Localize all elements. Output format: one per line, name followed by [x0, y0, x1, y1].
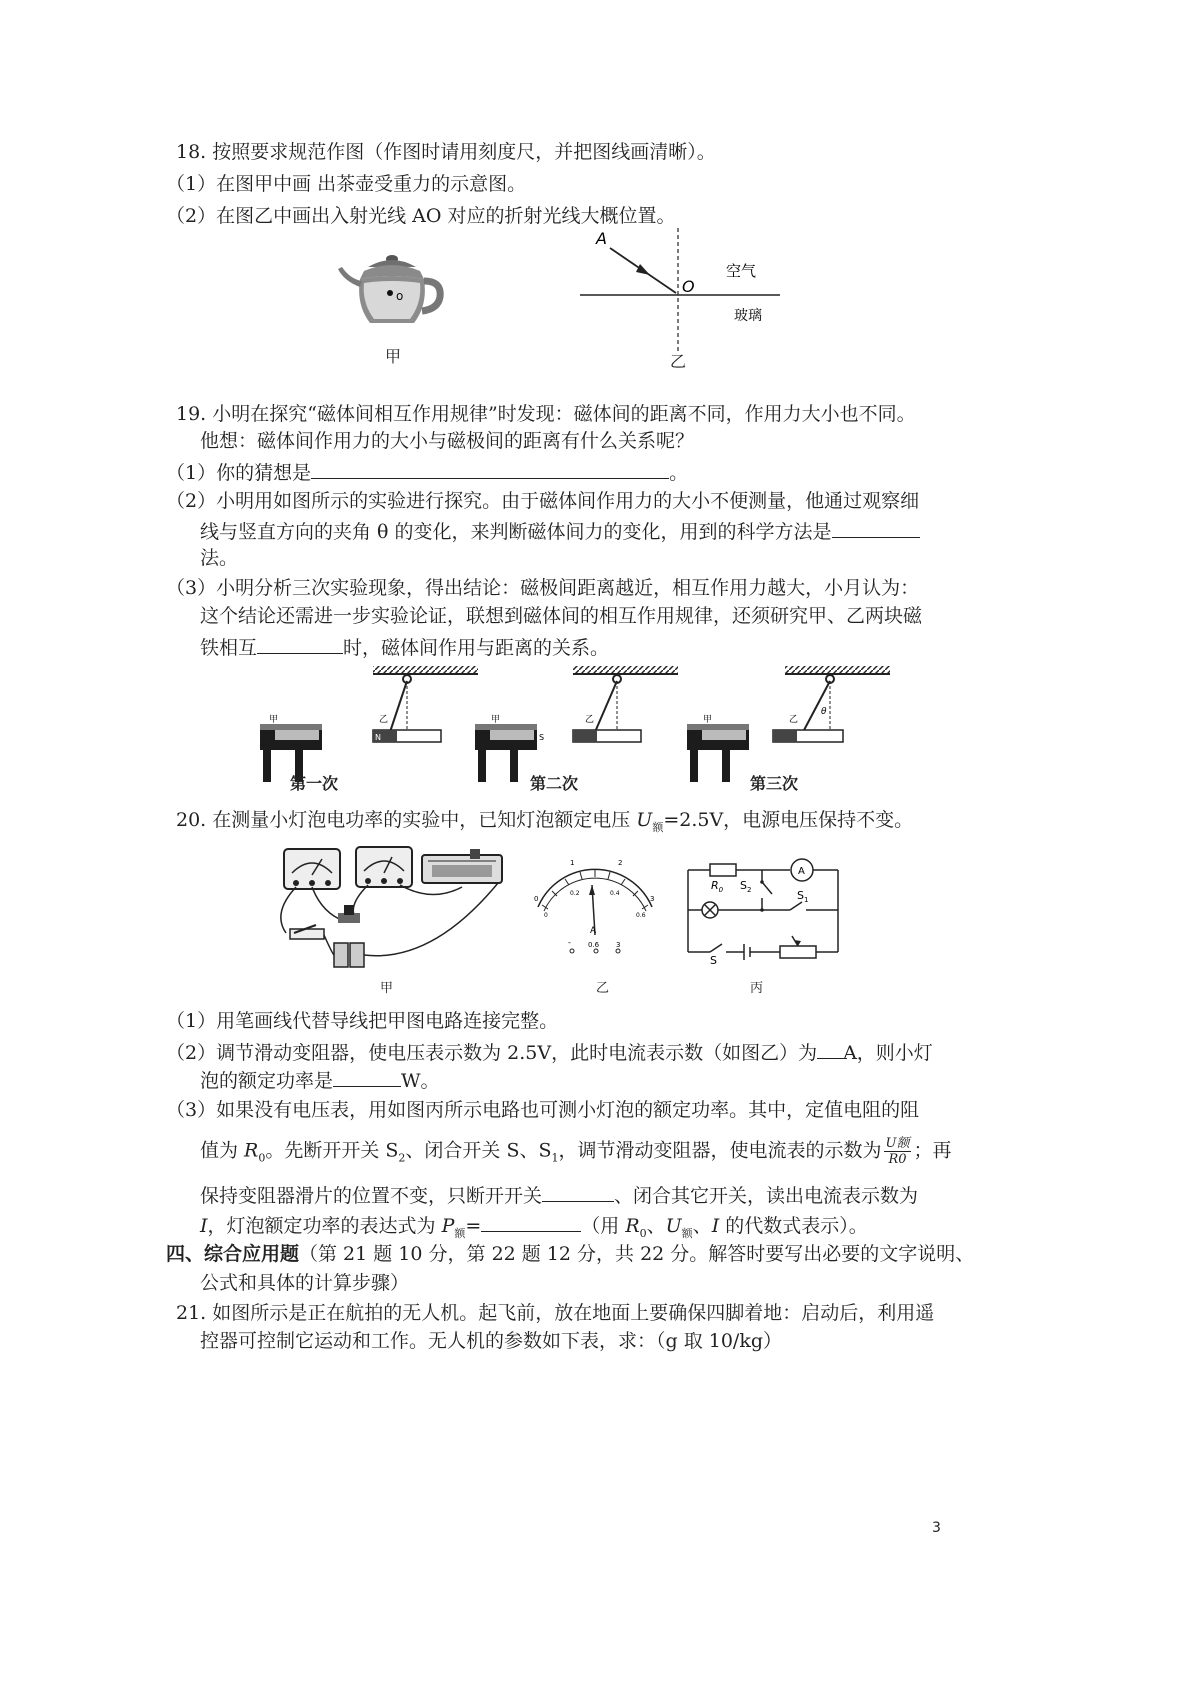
q20-part3-line3 [200, 1181, 918, 1209]
q20-frac-den: R0 [888, 1152, 907, 1167]
q20-power-blank[interactable] [333, 1066, 401, 1087]
q20-switch-blank[interactable] [542, 1181, 614, 1202]
q20-p4-u: U [665, 1215, 682, 1237]
point-o-label: O [682, 277, 695, 296]
ammeter-unit-a: A [590, 926, 597, 936]
q20-p3-s2sub: 2 [398, 1151, 406, 1165]
q20-p4-i: I [200, 1215, 208, 1237]
trial-2-yi: 乙 [585, 715, 595, 725]
q20-part2-line2 [200, 1066, 440, 1094]
circuit-r0-main: R [711, 879, 719, 892]
glass-label: 玻璃 [734, 308, 762, 324]
caption-trial-2: 第二次 [530, 774, 579, 793]
q20-p3-b: 。先断开开关 S [265, 1139, 399, 1162]
q18-part2: （2）在图乙中画出入射光线 AO 对应的折射光线大概位置。 [166, 205, 676, 227]
trial-3-theta: θ [821, 707, 827, 717]
trial-3-jia: 甲 [703, 715, 713, 725]
circuit-s: S [710, 954, 717, 964]
trial-3-yi: 乙 [789, 715, 799, 725]
fig-yi-caption: 乙 [670, 352, 687, 371]
q19-part3-prefix: 铁相互 [200, 637, 258, 659]
trial-3-figure [687, 666, 890, 782]
q20-p3-rsub: 0 [258, 1151, 266, 1165]
q20-p3-line3-text: 保持变阻器滑片的位置不变，只断开开关 [200, 1185, 543, 1207]
q19-part1-suffix: 。 [669, 462, 689, 484]
page-number: 3 [932, 1520, 941, 1536]
q19-part3-line2: 这个结论还需进一步实验论证，联想到磁体间的相互作用规律，还须研究甲、乙两块磁 [200, 605, 923, 627]
q19-part3-line1: （3）小明分析三次实验现象，得出结论：磁极间距离越近，相互作用力越大，小月认为： [166, 577, 920, 599]
q19-part2-line2 [200, 517, 920, 545]
q20-p3-e: ；再 [913, 1139, 952, 1162]
point-a-label: A [596, 229, 607, 248]
q19-interaction-blank[interactable] [257, 633, 343, 654]
section4-desc-line2: 公式和具体的计算步骤） [200, 1272, 410, 1294]
q20-stem-prefix: 20. 在测量小灯泡电功率的实验中，已知灯泡额定电压 [176, 809, 637, 831]
circuit-s1 [797, 889, 808, 904]
q20-stem-suffix: =2.5V，电源电压保持不变。 [663, 809, 914, 831]
trial-1-yi: 乙 [379, 715, 389, 725]
q20-p3-s1sub: 1 [551, 1151, 559, 1165]
ammeter-scale-04: 0.4 [610, 890, 620, 897]
fig-jia-caption: 甲 [385, 347, 402, 366]
q20-p4-p: P [441, 1215, 455, 1237]
circuit-s1-sub: 1 [803, 896, 809, 904]
q20-p3-r: R [244, 1139, 259, 1162]
q21-line1: 21. 如图所示是正在航拍的无人机。起飞前，放在地面上要确保四脚着地：启动后，利用遥 [176, 1302, 935, 1324]
q19-part1-text: （1）你的猜想是 [166, 462, 312, 484]
teapot-point-label: o [396, 289, 404, 303]
trial-1-jia: 甲 [269, 715, 279, 725]
q19-part3-line3 [200, 633, 609, 661]
q19-part1 [166, 458, 688, 486]
q20-p4-e: 、 [692, 1215, 712, 1237]
q20-p3-d: ，调节滑动变阻器，使电流表的示数为 [558, 1139, 882, 1162]
q20-p4-i2: I [711, 1215, 720, 1237]
q20-part2-line1 [166, 1038, 933, 1066]
q18-part1: （1）在图甲中画 出茶壶受重力的示意图。 [166, 173, 527, 195]
circuit-r0 [711, 879, 724, 894]
ammeter-terminal-3: 3 [616, 941, 621, 949]
q20-expression-blank[interactable] [481, 1211, 581, 1232]
trial-2-figure [475, 666, 678, 782]
circuit-s1-main: S [797, 889, 804, 902]
circuit-s2-main: S [740, 879, 747, 892]
q20-part2-text: （2）调节滑动变阻器，使电压表示数为 2.5V，此时电流表示数（如图乙）为 [166, 1042, 818, 1064]
ammeter-scale-06: 0.6 [636, 912, 646, 919]
ammeter-top-3: 3 [650, 895, 655, 903]
q20-part2-line2-suffix: W。 [401, 1070, 440, 1092]
q19-guess-blank[interactable] [311, 458, 669, 479]
fig20-jia-caption: 甲 [380, 981, 394, 996]
caption-trial-3: 第三次 [750, 774, 799, 793]
q20-p4-a: ，灯泡额定功率的表达式为 [207, 1215, 442, 1237]
circuit-r0-sub: 0 [718, 886, 724, 894]
trial-1-figure [260, 666, 478, 782]
q20-p4-usub: 额 [681, 1226, 693, 1240]
section4-header [166, 1241, 974, 1267]
q19-stem-line2: 他想：磁体间作用力的大小与磁极间的距离有什么关系呢？ [200, 430, 695, 452]
q20-part3-line2 [200, 1136, 952, 1171]
circuit-apparatus-figure [262, 843, 512, 973]
q20-p4-rsub: 0 [639, 1226, 647, 1240]
teapot-figure [330, 245, 450, 335]
q20-p4-b: = [465, 1215, 482, 1237]
q20-frac-num: U额 [885, 1136, 910, 1151]
ammeter-dial-figure [530, 855, 660, 960]
trial-2-jia: 甲 [491, 715, 501, 725]
caption-trial-1: 第一次 [290, 774, 339, 793]
q20-stem [176, 807, 913, 841]
fig20-yi-caption: 乙 [596, 981, 610, 996]
circuit-s2 [740, 879, 751, 894]
q20-p4-f: 的代数式表示）。 [719, 1215, 868, 1237]
q20-stem-u: U [636, 809, 653, 831]
q20-p4-r: R [625, 1215, 640, 1237]
ammeter-top-0: 0 [534, 895, 539, 903]
q19-method-blank[interactable] [832, 517, 920, 538]
q20-fraction [884, 1136, 912, 1167]
ammeter-terminal-minus: - [568, 938, 571, 947]
q20-p4-d: 、 [646, 1215, 666, 1237]
q18-stem: 18. 按照要求规范作图（作图时请用刻度尺，并把图线画清晰）。 [176, 141, 716, 163]
q19-part2-line3: 法。 [200, 547, 239, 569]
fig20-bing-caption: 丙 [750, 981, 764, 996]
ammeter-scale-02: 0.2 [570, 890, 580, 897]
q20-p3-line3-suffix: 、闭合其它开关，读出电流表示数为 [614, 1185, 919, 1207]
q19-part3-suffix: 时，磁体间作用与距离的关系。 [343, 637, 610, 659]
ammeter-top-2: 2 [618, 859, 623, 867]
q20-part1: （1）用笔画线代替导线把甲图电路连接完整。 [166, 1010, 559, 1032]
q20-stem-sub: 额 [652, 820, 664, 834]
section4-title: 四、综合应用题 [166, 1243, 300, 1265]
q20-p4-psub: 额 [454, 1226, 466, 1240]
q20-part3-line1: （3）如果没有电压表，用如图丙所示电路也可测小灯泡的额定功率。其中，定值电阻的阻 [166, 1099, 920, 1121]
q19-part2-line2-text: 线与竖直方向的夹角 θ 的变化，来判断磁体间力的变化，用到的科学方法是 [200, 521, 832, 543]
q20-p4-c: （用 [581, 1215, 626, 1237]
q20-current-blank[interactable] [817, 1038, 843, 1059]
q20-p3-a: 值为 [200, 1139, 245, 1162]
q21-line2: 控器可控制它运动和工作。无人机的参数如下表，求：（g 取 10/kg） [200, 1330, 782, 1352]
ammeter-scale-0: 0 [544, 912, 548, 919]
ammeter-terminal-06: 0.6 [588, 941, 600, 949]
q20-part2-suffix: A，则小灯 [843, 1042, 933, 1064]
q20-p3-c: 、闭合开关 S、S [405, 1139, 552, 1162]
circuit-diagram-figure [680, 852, 850, 964]
circuit-s2-sub: 2 [746, 886, 752, 894]
q20-part2-line2-text: 泡的额定功率是 [200, 1070, 334, 1092]
trial-2-s: S [539, 733, 545, 742]
trial-1-n: N [375, 733, 381, 742]
q19-part2-line1: （2）小明用如图所示的实验进行探究。由于磁体间作用力的大小不便测量，他通过观察细 [166, 490, 920, 512]
air-label: 空气 [726, 262, 757, 280]
section4-desc-line1: （第 21 题 10 分，第 22 题 12 分，共 22 分。解答时要写出必要的文字说明、 [299, 1243, 975, 1265]
ammeter-top-1: 1 [570, 859, 575, 867]
q19-stem-line1: 19. 小明在探究“磁体间相互作用规律”时发现：磁体间的距离不同，作用力大小也不同。 [176, 403, 916, 425]
circuit-ammeter: A [798, 866, 805, 877]
